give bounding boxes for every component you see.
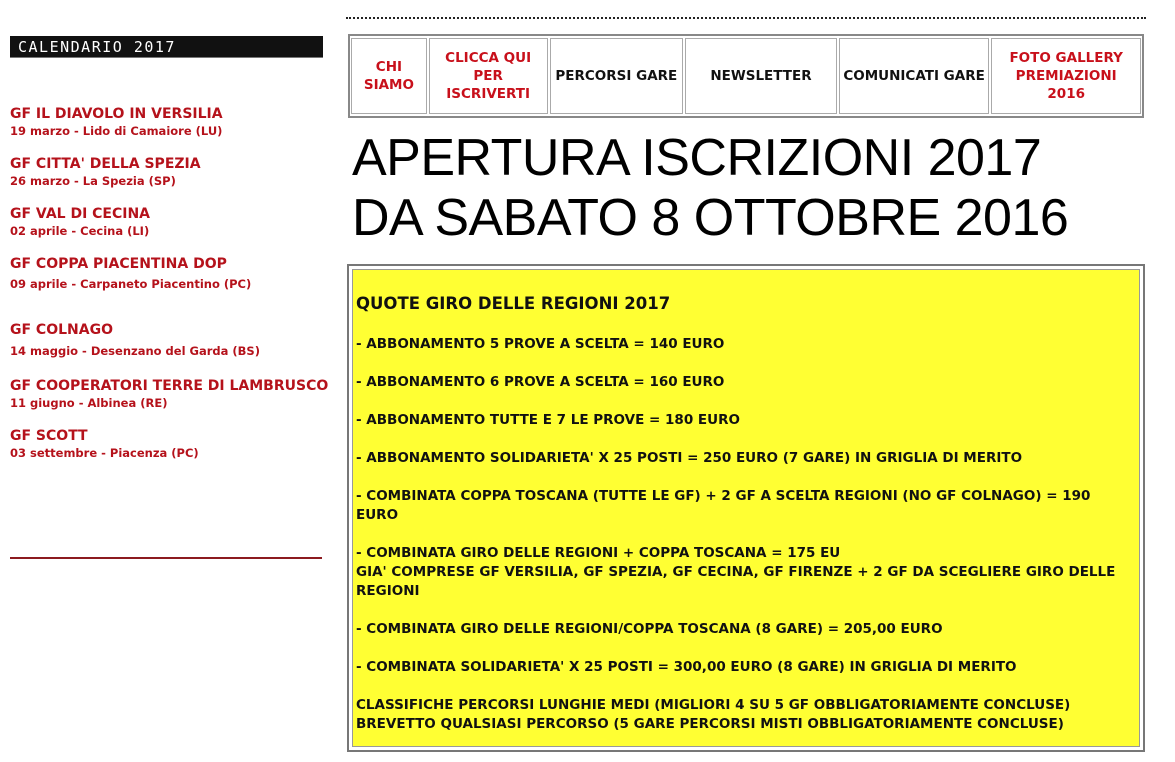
event-item[interactable] [10, 378, 329, 411]
main-navigation [348, 34, 1144, 118]
quote-item: EURO [356, 507, 399, 523]
quote-item: - COMBINATA SOLIDARIETA' X 25 POSTI = 300,00 EURO (8 GARE) IN GRIGLIA DI MERITO [356, 659, 1017, 675]
event-name[interactable]: GF CITTA' DELLA SPEZIA [10, 156, 201, 172]
quote-item: CLASSIFICHE PERCORSI LUNGHIE MEDI (MIGLIORI 4 SU 5 GF OBBLIGATORIAMENTE CONCLUSE) [356, 697, 1071, 713]
event-name[interactable]: GF IL DIAVOLO IN VERSILIA [10, 106, 223, 122]
nav-comunicati-gare[interactable]: COMUNICATI GARE [839, 38, 990, 114]
nav-chi-siamo-line2: SIAMO [363, 77, 414, 93]
quote-title: QUOTE GIRO DELLE REGIONI 2017 [356, 294, 671, 313]
nav-foto-gallery[interactable] [991, 38, 1141, 114]
sidebar-divider [10, 557, 322, 559]
quote-box-inner [352, 269, 1140, 747]
nav-iscriviti[interactable] [429, 38, 548, 114]
event-name[interactable]: GF COLNAGO [10, 322, 113, 338]
event-detail: 19 marzo - Lido di Camaiore (LU) [10, 124, 223, 138]
quote-item: BREVETTO QUALSIASI PERCORSO (5 GARE PERCORSI MISTI OBBLIGATORIAMENTE CONCLUSE) [356, 716, 1064, 732]
quote-item: - COMBINATA COPPA TOSCANA (TUTTE LE GF) + 2 GF A SCELTA REGIONI (NO GF COLNAGO) = 190 [356, 488, 1091, 504]
event-detail: 09 aprile - Carpaneto Piacentino (PC) [10, 277, 252, 291]
event-name[interactable]: GF VAL DI CECINA [10, 206, 151, 222]
event-detail: 14 maggio - Desenzano del Garda (BS) [10, 344, 260, 358]
event-item[interactable] [10, 156, 323, 189]
headline-line2: DA SABATO 8 OTTOBRE 2016 [352, 189, 1069, 247]
nav-iscriviti-line2: PER ISCRIVERTI [446, 68, 531, 102]
event-name[interactable]: GF COOPERATORI TERRE DI LAMBRUSCO [10, 378, 329, 394]
top-dotted-divider [346, 17, 1146, 19]
nav-chi-siamo-line1: CHI [375, 59, 403, 75]
quote-item: - ABBONAMENTO SOLIDARIETA' X 25 POSTI = 250 EURO (7 GARE) IN GRIGLIA DI MERITO [356, 450, 1023, 466]
event-detail: 02 aprile - Cecina (LI) [10, 224, 150, 238]
event-detail: 03 settembre - Piacenza (PC) [10, 446, 199, 460]
event-item[interactable] [10, 428, 323, 461]
event-detail: 26 marzo - La Spezia (SP) [10, 174, 176, 188]
event-item[interactable] [10, 106, 323, 139]
quote-item: - ABBONAMENTO 6 PROVE A SCELTA = 160 EURO [356, 374, 725, 390]
nav-foto-line1: FOTO GALLERY [1009, 50, 1123, 66]
quote-item: - COMBINATA GIRO DELLE REGIONI + COPPA TOSCANA = 175 EU [356, 545, 841, 561]
quote-item: GIA' COMPRESE GF VERSILIA, GF SPEZIA, GF CECINA, GF FIRENZE + 2 GF DA SCEGLIERE GIRO DELLE [356, 564, 1116, 580]
nav-foto-line2: PREMIAZIONI 2016 [1015, 68, 1117, 102]
headline [352, 128, 1152, 248]
calendar-header: CALENDARIO 2017 [10, 36, 323, 58]
sidebar-calendar [10, 36, 329, 460]
event-name[interactable]: GF SCOTT [10, 428, 88, 444]
event-name[interactable]: GF COPPA PIACENTINA DOP [10, 256, 227, 272]
nav-newsletter[interactable]: NEWSLETTER [685, 38, 837, 114]
quote-item: REGIONI [356, 583, 420, 599]
event-item[interactable] [10, 322, 323, 359]
event-item[interactable] [10, 206, 323, 239]
nav-percorsi-gare[interactable]: PERCORSI GARE [550, 38, 684, 114]
event-detail: 11 giugno - Albinea (RE) [10, 396, 168, 410]
quote-box [347, 264, 1145, 752]
headline-line1: APERTURA ISCRIZIONI 2017 [352, 129, 1042, 187]
quote-item: - ABBONAMENTO 5 PROVE A SCELTA = 140 EURO [356, 336, 725, 352]
nav-iscriviti-line1: CLICCA QUI [445, 50, 532, 66]
quote-item: - ABBONAMENTO TUTTE E 7 LE PROVE = 180 EURO [356, 412, 740, 428]
event-item[interactable] [10, 256, 323, 292]
nav-chi-siamo[interactable] [351, 38, 427, 114]
quote-item: - COMBINATA GIRO DELLE REGIONI/COPPA TOSCANA (8 GARE) = 205,00 EURO [356, 621, 943, 637]
